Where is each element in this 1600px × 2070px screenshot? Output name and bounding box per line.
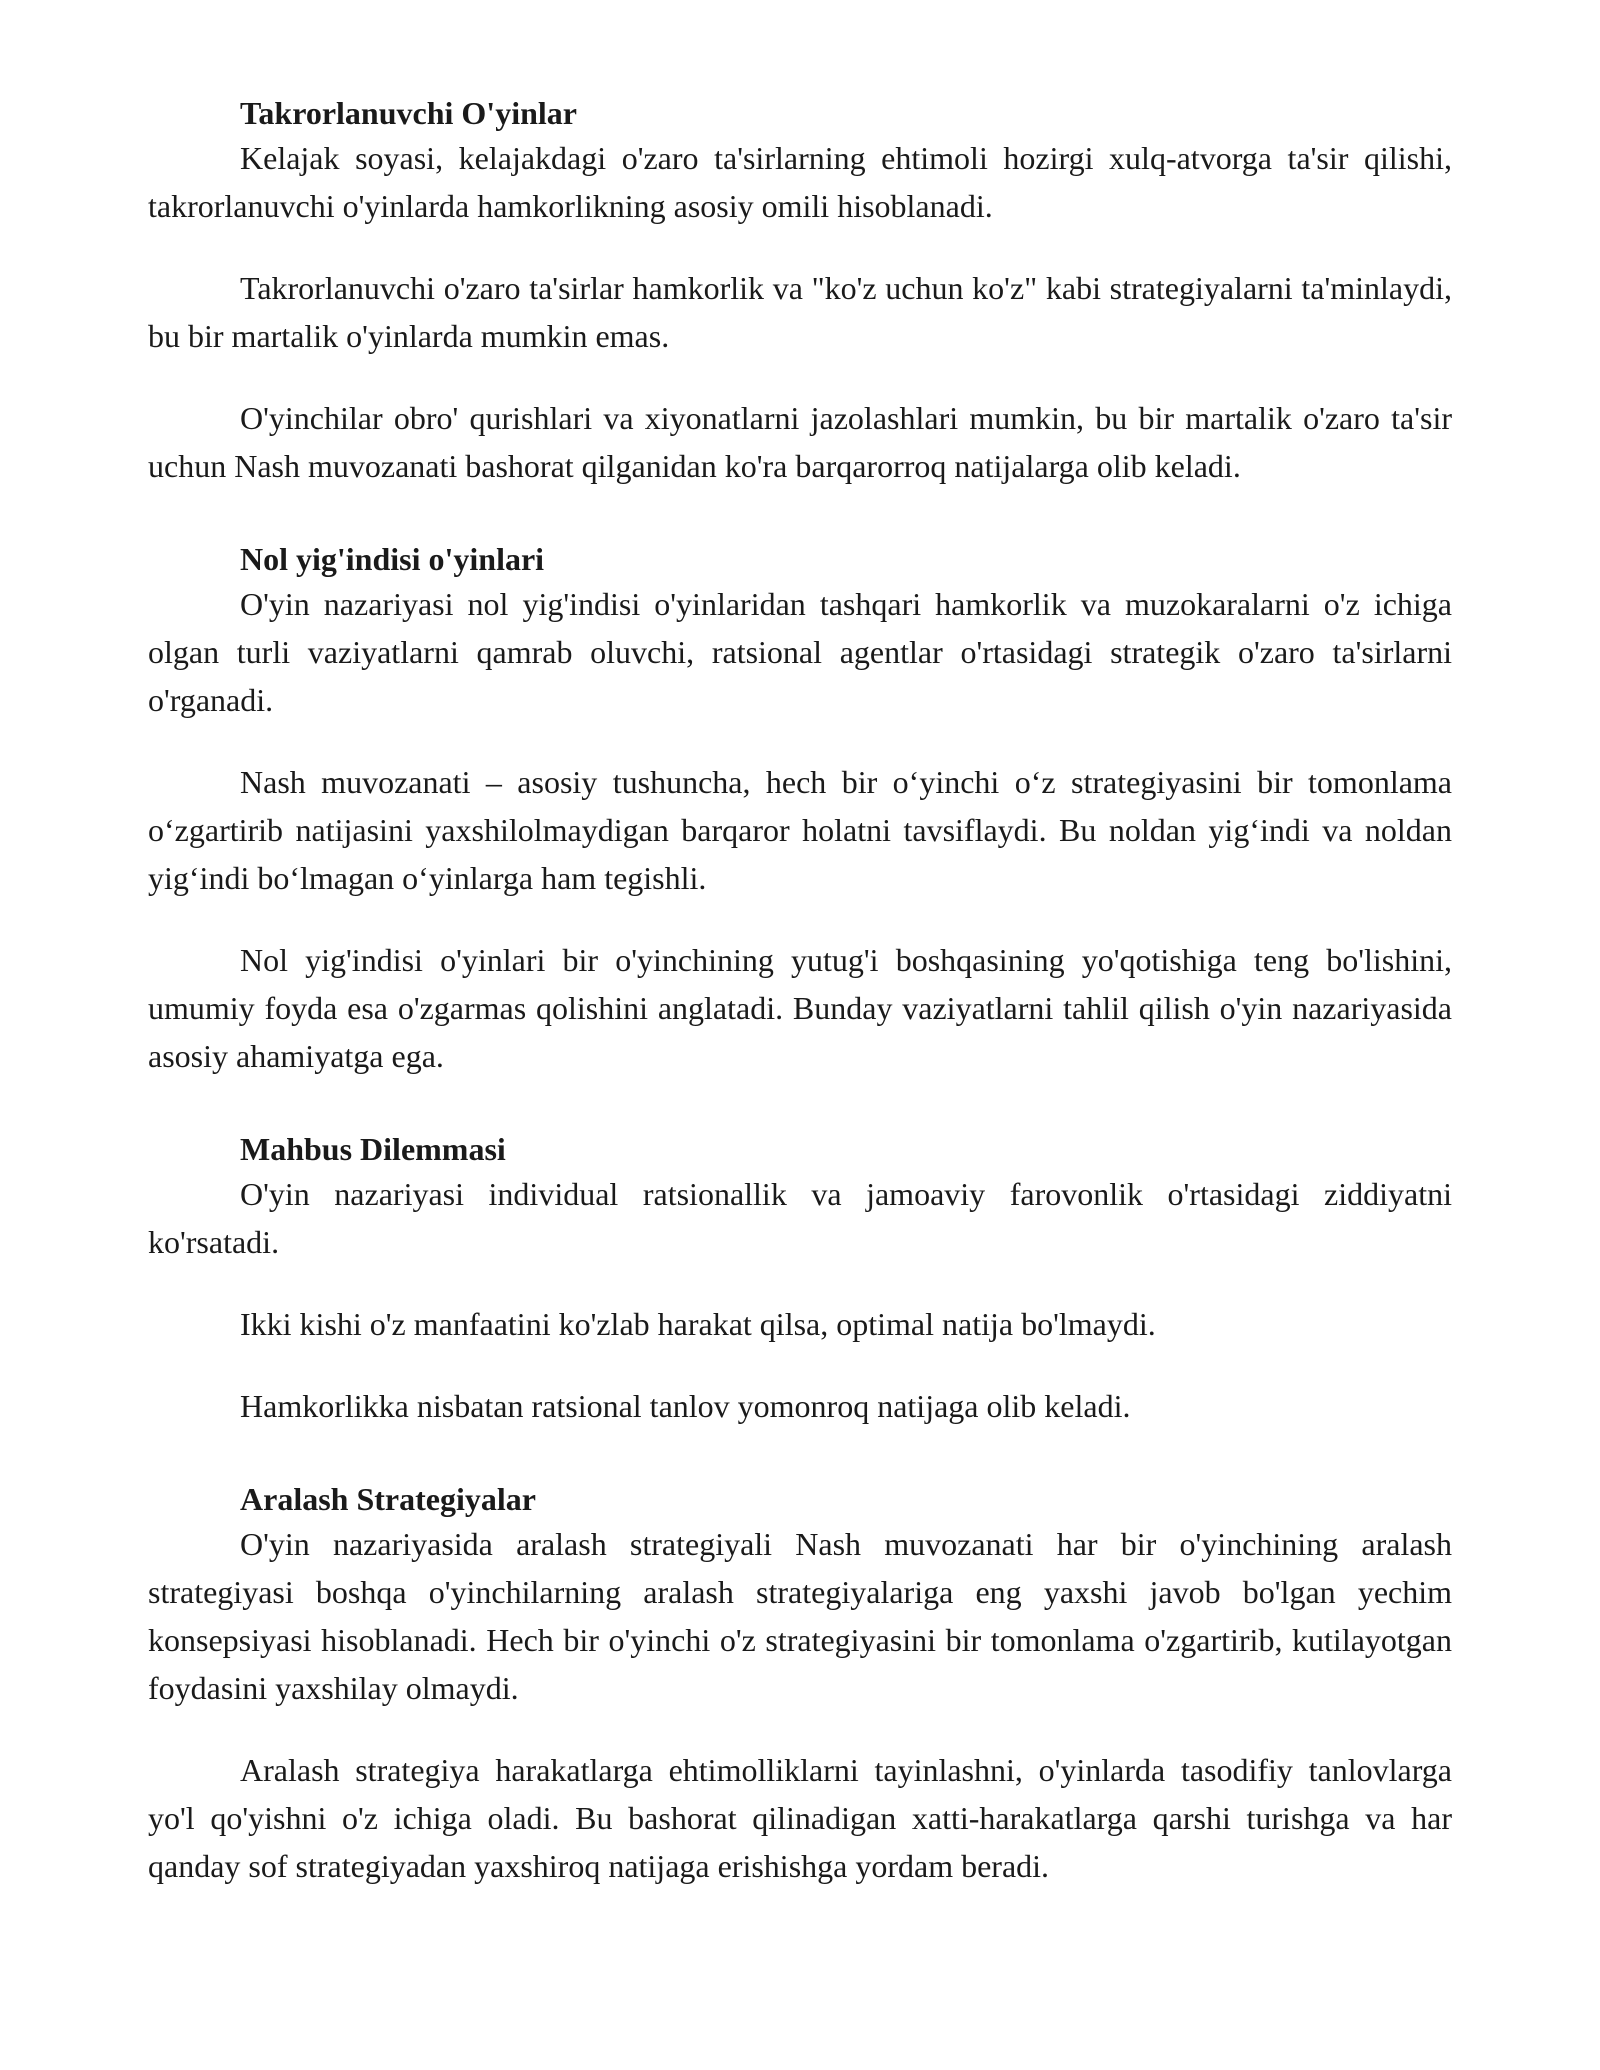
document-page: [148, 92, 1452, 1890]
paragraph: O'yin nazariyasi individual ratsionallik va jamoaviy farovonlik o'rtasidagi ziddiyatni ko'rsatadi.: [148, 1176, 1452, 1260]
paragraph: Aralash strategiya harakatlarga ehtimolliklarni tayinlashni, o'yinlarda tasodifiy tanlovlarga yo'l qo'yishni o'z ichiga oladi. Bu bashorat qilinadigan xatti-harakatlarga qarshi turishga va har qanday sof strategiyadan yaxshiroq natijaga erishishga yordam beradi.: [148, 1752, 1452, 1884]
paragraph: O'yin nazariyasida aralash strategiyali Nash muvozanati har bir o'yinchining aralash strategiyasi boshqa o'yinchilarning aralash strategiyalariga eng yaxshi javob bo'lgan yechim konsepsiyasi hisoblanadi. Hech bir o'yinchi o'z strategiyasini bir tomonlama o'zgartirib, kutilayotgan foydasini yaxshilay olmaydi.: [148, 1526, 1452, 1706]
section-heading: Aralash Strategiyalar: [240, 1481, 536, 1517]
section-heading: Takrorlanuvchi O'yinlar: [240, 95, 577, 131]
paragraph: O'yin nazariyasi nol yig'indisi o'yinlaridan tashqari hamkorlik va muzokaralarni o'z ichiga olgan turli vaziyatlarni qamrab oluvchi, ratsional agentlar o'rtasidagi strategik o'zaro ta'sirlarni o'rganadi.: [148, 586, 1452, 718]
paragraph: Ikki kishi o'z manfaatini ko'zlab harakat qilsa, optimal natija bo'lmaydi.: [240, 1306, 1156, 1342]
section-takrorlanuvchi-oyinlar: [148, 92, 1452, 490]
paragraph: Nol yig'indisi o'yinlari bir o'yinchining yutug'i boshqasining yo'qotishiga teng bo'lishini, umumiy foyda esa o'zgarmas qolishini anglatadi. Bunday vaziyatlarni tahlil qilish o'yin nazariyasida asosiy ahamiyatga ega.: [148, 942, 1452, 1074]
section-heading: Nol yig'indisi o'yinlari: [240, 541, 545, 577]
paragraph: Hamkorlikka nisbatan ratsional tanlov yomonroq natijaga olib keladi.: [240, 1388, 1131, 1424]
paragraph: O'yinchilar obro' qurishlari va xiyonatlarni jazolashlari mumkin, bu bir martalik o'zaro ta'sir uchun Nash muvozanati bashorat qilganidan ko'ra barqarorroq natijalarga olib keladi.: [148, 400, 1452, 484]
paragraph: Kelajak soyasi, kelajakdagi o'zaro ta'sirlarning ehtimoli hozirgi xulq-atvorga ta'sir qilishi, takrorlanuvchi o'yinlarda hamkorlikning asosiy omili hisoblanadi.: [148, 140, 1452, 224]
paragraph: Takrorlanuvchi o'zaro ta'sirlar hamkorlik va "ko'z uchun ko'z" kabi strategiyalarni ta'minlaydi, bu bir martalik o'yinlarda mumkin emas.: [148, 270, 1452, 354]
section-mahbus-dilemmasi: [148, 1128, 1452, 1430]
section-nol-yigindisi-oyinlari: [148, 538, 1452, 1080]
paragraph: Nash muvozanati – asosiy tushuncha, hech bir o‘yinchi o‘z strategiyasini bir tomonlama o‘zgartirib natijasini yaxshilolmaydigan barqaror holatni tavsiflaydi. Bu noldan yig‘indi va noldan yig‘indi bo‘lmagan o‘yinlarga ham tegishli.: [148, 764, 1452, 896]
section-aralash-strategiyalar: [148, 1478, 1452, 1890]
section-heading: Mahbus Dilemmasi: [240, 1131, 506, 1167]
